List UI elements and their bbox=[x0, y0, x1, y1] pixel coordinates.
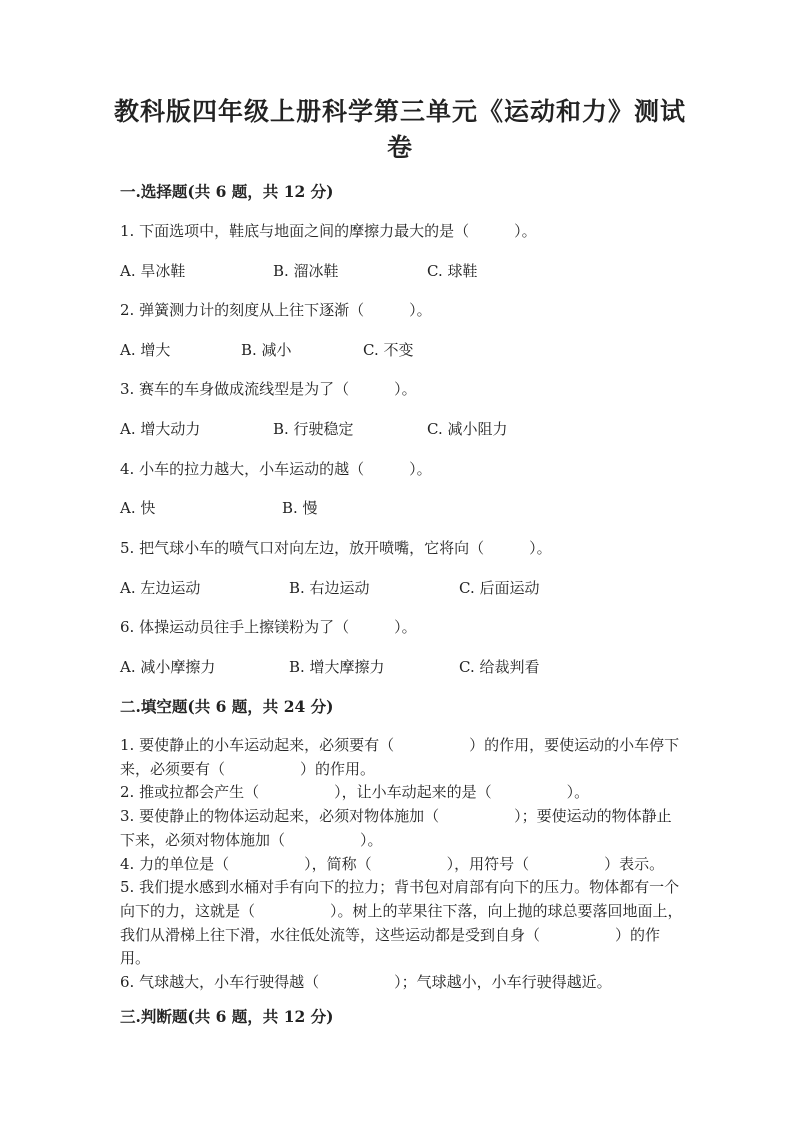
page-title: 教科版四年级上册科学第三单元《运动和力》测试卷 bbox=[113, 97, 686, 162]
fill-question-4: 4. 力的单位是（ ），简称（ ），用符号（ ）表示。 bbox=[120, 854, 665, 873]
option-a: A. 减小摩擦力 bbox=[120, 658, 216, 676]
option-b: B. 减小 bbox=[241, 341, 292, 359]
question-3: 3. 赛车的车身做成流线型是为了（ ）。 bbox=[120, 380, 417, 398]
option-a: A. 增大动力 bbox=[120, 420, 201, 438]
question-5: 5. 把气球小车的喷气口对向左边，放开喷嘴，它将向（ ）。 bbox=[120, 539, 552, 557]
options-2 bbox=[120, 339, 680, 359]
option-b: B. 行驶稳定 bbox=[273, 420, 354, 438]
question-4: 4. 小车的拉力越大，小车运动的越（ ）。 bbox=[120, 460, 432, 478]
section-heading-choice: 一.选择题(共 6 题，共 12 分) bbox=[120, 182, 334, 201]
option-b: B. 右边运动 bbox=[289, 579, 370, 597]
option-c: C. 减小阻力 bbox=[427, 420, 508, 438]
fill-question-6: 6. 气球越大，小车行驶得越（ ）；气球越小，小车行驶得越近。 bbox=[120, 973, 612, 992]
options-5 bbox=[120, 577, 680, 597]
fill-question-2: 2. 推或拉都会产生（ ），让小车动起来的是（ ）。 bbox=[120, 783, 590, 802]
option-b: B. 慢 bbox=[282, 499, 318, 517]
option-c: C. 给裁判看 bbox=[459, 658, 540, 676]
question-1: 1. 下面选项中，鞋底与地面之间的摩擦力最大的是（ ）。 bbox=[120, 222, 537, 240]
option-c: C. 球鞋 bbox=[427, 262, 478, 280]
fill-question-1: 1. 要使静止的小车运动起来，必须要有（ ）的作用，要使运动的小车停下来，必须要有（ ）的作用。 bbox=[120, 736, 680, 778]
option-c: C. 后面运动 bbox=[459, 579, 540, 597]
question-6: 6. 体操运动员往手上擦镁粉为了（ ）。 bbox=[120, 618, 417, 636]
options-1 bbox=[120, 260, 680, 280]
section-heading-fill: 二.填空题(共 6 题，共 24 分) bbox=[120, 697, 334, 716]
options-4 bbox=[120, 497, 680, 517]
fill-question-5: 5. 我们提水感到水桶对手有向下的拉力；背书包对肩部有向下的压力。物体都有一个向下的力，这就是（ ）。树上的苹果往下落，向上抛的球总要落回地面上，我们从滑梯上往下滑，水往低处流等，这些运动都是受到自身（ ）的作用。 bbox=[120, 878, 683, 968]
option-a: A. 增大 bbox=[120, 341, 171, 359]
option-c: C. 不变 bbox=[363, 341, 414, 359]
question-2: 2. 弹簧测力计的刻度从上往下逐渐（ ）。 bbox=[120, 301, 432, 319]
option-b: B. 增大摩擦力 bbox=[289, 658, 385, 676]
section-heading-judge: 三.判断题(共 6 题，共 12 分) bbox=[120, 1007, 334, 1026]
option-b: B. 溜冰鞋 bbox=[273, 262, 339, 280]
option-a: A. 左边运动 bbox=[120, 579, 201, 597]
fill-question-3: 3. 要使静止的物体运动起来，必须对物体施加（ ）；要使运动的物体静止下来，必须对物体施加（ ）。 bbox=[120, 807, 672, 849]
option-a: A. 快 bbox=[120, 499, 156, 517]
fill-in-questions bbox=[120, 734, 686, 995]
options-3 bbox=[120, 418, 680, 438]
options-6 bbox=[120, 656, 680, 676]
option-a: A. 旱冰鞋 bbox=[120, 262, 186, 280]
